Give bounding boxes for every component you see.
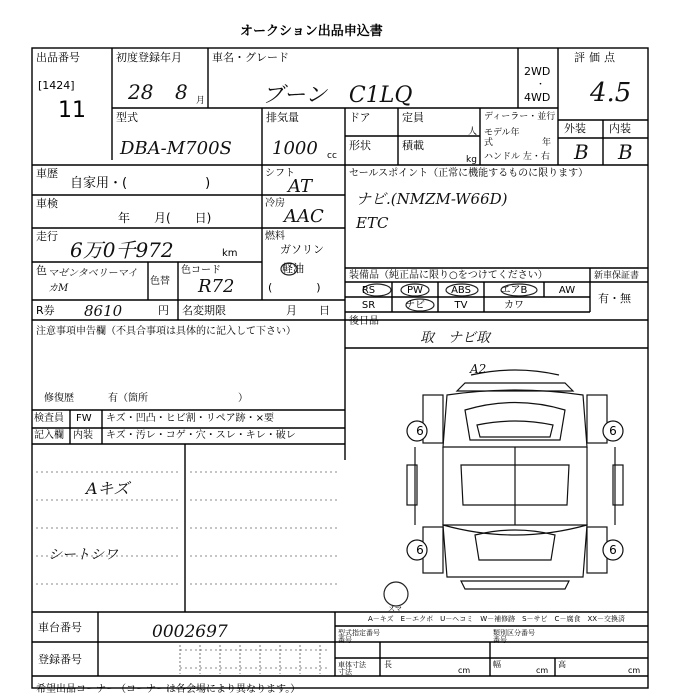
lot-label: 出品番号: [36, 51, 80, 64]
first-reg-label: 初度登録年月: [116, 51, 182, 64]
chassis-label: 車台番号: [38, 621, 82, 634]
length-cm: cm: [458, 666, 471, 675]
diagram-mark-fr: 6: [609, 424, 617, 438]
model-cert-sub: 番号: [338, 636, 352, 644]
color-code-value: R72: [198, 276, 235, 297]
handwritten-note-2: シートシワ: [48, 547, 118, 563]
diagram-mark-rl: 6: [416, 543, 424, 557]
first-reg-month: 8: [175, 80, 188, 104]
selling-point-1: ナビ.(NMZM-W66D): [356, 190, 508, 208]
equip-tv: TV: [454, 300, 468, 311]
ac-value: AAC: [284, 206, 324, 227]
mileage-value: 6万0千972: [70, 238, 174, 262]
sheet-title: オークション出品申込書: [240, 24, 383, 39]
car-name-label: 車名・グレード: [212, 51, 289, 64]
aftermarket-value: 取 ナビ取: [420, 330, 490, 346]
model-value: DBA-M700S: [120, 138, 232, 159]
yen-unit: 円: [158, 304, 169, 317]
fuel-other: ( ): [268, 281, 321, 294]
fw-items: キズ・凹凸・ヒビ割・リペア跡・×要: [106, 413, 274, 424]
model-cert-label: 型式指定番号: [338, 629, 380, 637]
color-label: 色: [36, 264, 47, 277]
fw-label: FW: [76, 413, 92, 424]
interior-check-label: 内装: [73, 430, 93, 441]
warranty-value: 有・無: [598, 292, 631, 305]
color-code-label: 色コード: [181, 265, 221, 276]
lot-number: 11: [58, 98, 86, 123]
history-value: 自家用・( ): [70, 176, 211, 191]
entry-label: 記入欄: [34, 430, 64, 441]
exterior-grade: B: [574, 140, 589, 164]
diagram-mark-a2: A2: [470, 362, 487, 376]
shift-label: シフト: [265, 168, 295, 179]
month-unit: 月: [196, 96, 206, 106]
drive-4wd: 4WD: [524, 91, 551, 104]
handle-label: ハンドル 左・右: [484, 152, 550, 162]
repair-value: 有（箇所 ）: [108, 393, 248, 404]
rating-label: 評価点: [574, 51, 619, 64]
model-label: 型式: [116, 111, 138, 124]
declaration-label: 注意事項申告欄（不具合事項は具体的に記入して下さい）: [36, 326, 296, 337]
km-unit: km: [222, 248, 238, 259]
warranty-label: 新車保証書: [594, 271, 640, 281]
class-label: 類別区分番号: [493, 629, 535, 637]
drive-2wd: 2WD: [524, 65, 551, 78]
color-value: マゼンタベリーマイカM: [48, 268, 138, 294]
smart-key-label: スマ: [388, 605, 402, 613]
equip-pw: PW: [407, 285, 423, 296]
capacity-label: 定員: [402, 111, 424, 124]
equipment-label: 装備品（純正品に限り○をつけてください）: [349, 270, 548, 281]
height-cm: cm: [628, 666, 641, 675]
history-label: 車歴: [36, 167, 58, 180]
chassis-value: 0002697: [152, 622, 228, 642]
equip-aw: AW: [558, 285, 576, 296]
length-label: 長: [384, 660, 392, 669]
rating-value: 4.5: [590, 78, 632, 108]
door-label: ドア: [349, 111, 371, 124]
first-reg-year: 28: [128, 80, 154, 104]
cc-unit: cc: [327, 151, 337, 161]
fuel-gasoline: ガソリン: [280, 243, 324, 256]
equip-navi: ナビ: [405, 300, 425, 311]
interior-items: キズ・汚レ・コゲ・穴・スレ・キレ・破レ: [106, 430, 296, 441]
lot-code: [1424]: [38, 79, 75, 92]
selling-points-label: セールスポイント（正常に機能するものに限ります）: [349, 168, 589, 179]
fuel-label: 燃料: [265, 231, 285, 242]
diagram-mark-rr: 6: [609, 543, 617, 557]
repair-label: 修復歴: [44, 393, 74, 404]
ac-label: 冷房: [265, 198, 285, 209]
displacement-value: 1000: [272, 138, 318, 159]
equip-abs: ABS: [451, 285, 471, 296]
model-year-label: モデル年式: [484, 128, 520, 148]
registration-number-label: 登録番号: [38, 653, 82, 666]
aftermarket-label: 後日品: [349, 316, 379, 327]
size-sub: 寸法: [338, 668, 352, 676]
interior-grade: B: [618, 140, 633, 164]
mileage-label: 走行: [36, 230, 58, 243]
name-change-label: 名変期限: [182, 304, 226, 317]
width-label: 幅: [493, 660, 501, 669]
person-unit: 人: [468, 127, 478, 137]
inspection-value: 年 月( 日): [118, 211, 212, 225]
damage-legend: A－キズ E－エクボ U－ヘコミ W－補修跡 S－サビ C－腐食 XX－交換済: [368, 615, 626, 623]
equip-rs: RS: [361, 285, 376, 296]
name-change-value: 月 日: [286, 304, 330, 317]
inspector-label: 検査員: [34, 413, 64, 424]
auction-sheet: オークション出品申込書 出品番号 [1424] 11 初度登録年月 28 8 月 車名・グレード ブーン C1LQ 2WD ・ 4WD 評価点 4.5 外装 内装 B B 型式 DBA-M700S 排気量 1000 cc ドア 定員 人 形状 積載 kg ディーラー・並行 モデル年式 年 ハンドル 左・右 車歴 自家用・( ) 車検 年 月( 日) 走行 6万0千972 km 色 マゼンタベリーマイカM 色替 色コード R72 R券 8610 円 名変期限 月 日 シフト AT 冷房 AAC 燃料 ガソリン 軽油 ( ) セールスポイント（正常に機能するものに限ります） ナビ.(NMZM-W66D) ETC 装備品（純正品に限り○をつけてください） 新車保証書 有・無 RS PW ABS エアB AW SR ナビ TV カワ 後日品 取 ナビ取 注意事項申告欄（不具合事項は具体的に記入して下さい） 修復歴 有（箇所 ） 検査員 記入欄 FW キズ・凹凸・ヒビ割・リペア跡・×要 内装 キズ・汚レ・コゲ・穴・スレ・キレ・破レ Aキズ シートシワ A2 6 6 6 6 スマ A－キズ E－エクボ U－ヘコミ W－補修跡 S－サビ C－腐食 XX－交換済 車台番号 0002697 登録番号 型式指定番号 番号 類別区分番号 番号 車体寸法 寸法 長 cm 幅 cm 高 cm 希望出品コーナー（コーナーは各会場により異なります。）: [0, 0, 700, 700]
interior-label: 内装: [609, 122, 631, 135]
recycle-label: R券: [36, 304, 55, 317]
dealer-label: ディーラー・並行: [484, 112, 556, 122]
height-label: 高: [558, 660, 566, 669]
shift-value: AT: [288, 176, 313, 197]
size-label: 車体寸法: [338, 661, 366, 669]
car-name-value: ブーン C1LQ: [262, 83, 413, 108]
inspection-label: 車検: [36, 197, 58, 210]
exterior-label: 外装: [564, 122, 586, 135]
equip-sr: SR: [361, 300, 376, 311]
load-label: 積載: [402, 139, 424, 152]
car-damage-diagram: [395, 355, 635, 595]
equip-leather: カワ: [504, 300, 524, 311]
corner-label: 希望出品コーナー（コーナーは各会場により異なります。）: [36, 684, 301, 695]
color-change-label: 色替: [150, 276, 170, 287]
fuel-diesel: 軽油: [282, 262, 304, 275]
class-sub: 番号: [493, 636, 507, 644]
recycle-value: 8610: [84, 302, 123, 320]
diagram-mark-fl: 6: [416, 424, 424, 438]
year-unit: 年: [542, 138, 552, 148]
selling-point-2: ETC: [356, 214, 389, 232]
kg-unit: kg: [466, 155, 477, 165]
equip-airbag: エアB: [500, 285, 528, 296]
displacement-label: 排気量: [266, 111, 299, 124]
shape-label: 形状: [349, 139, 371, 152]
handwritten-note-1: Aキズ: [86, 479, 130, 498]
width-cm: cm: [536, 666, 549, 675]
